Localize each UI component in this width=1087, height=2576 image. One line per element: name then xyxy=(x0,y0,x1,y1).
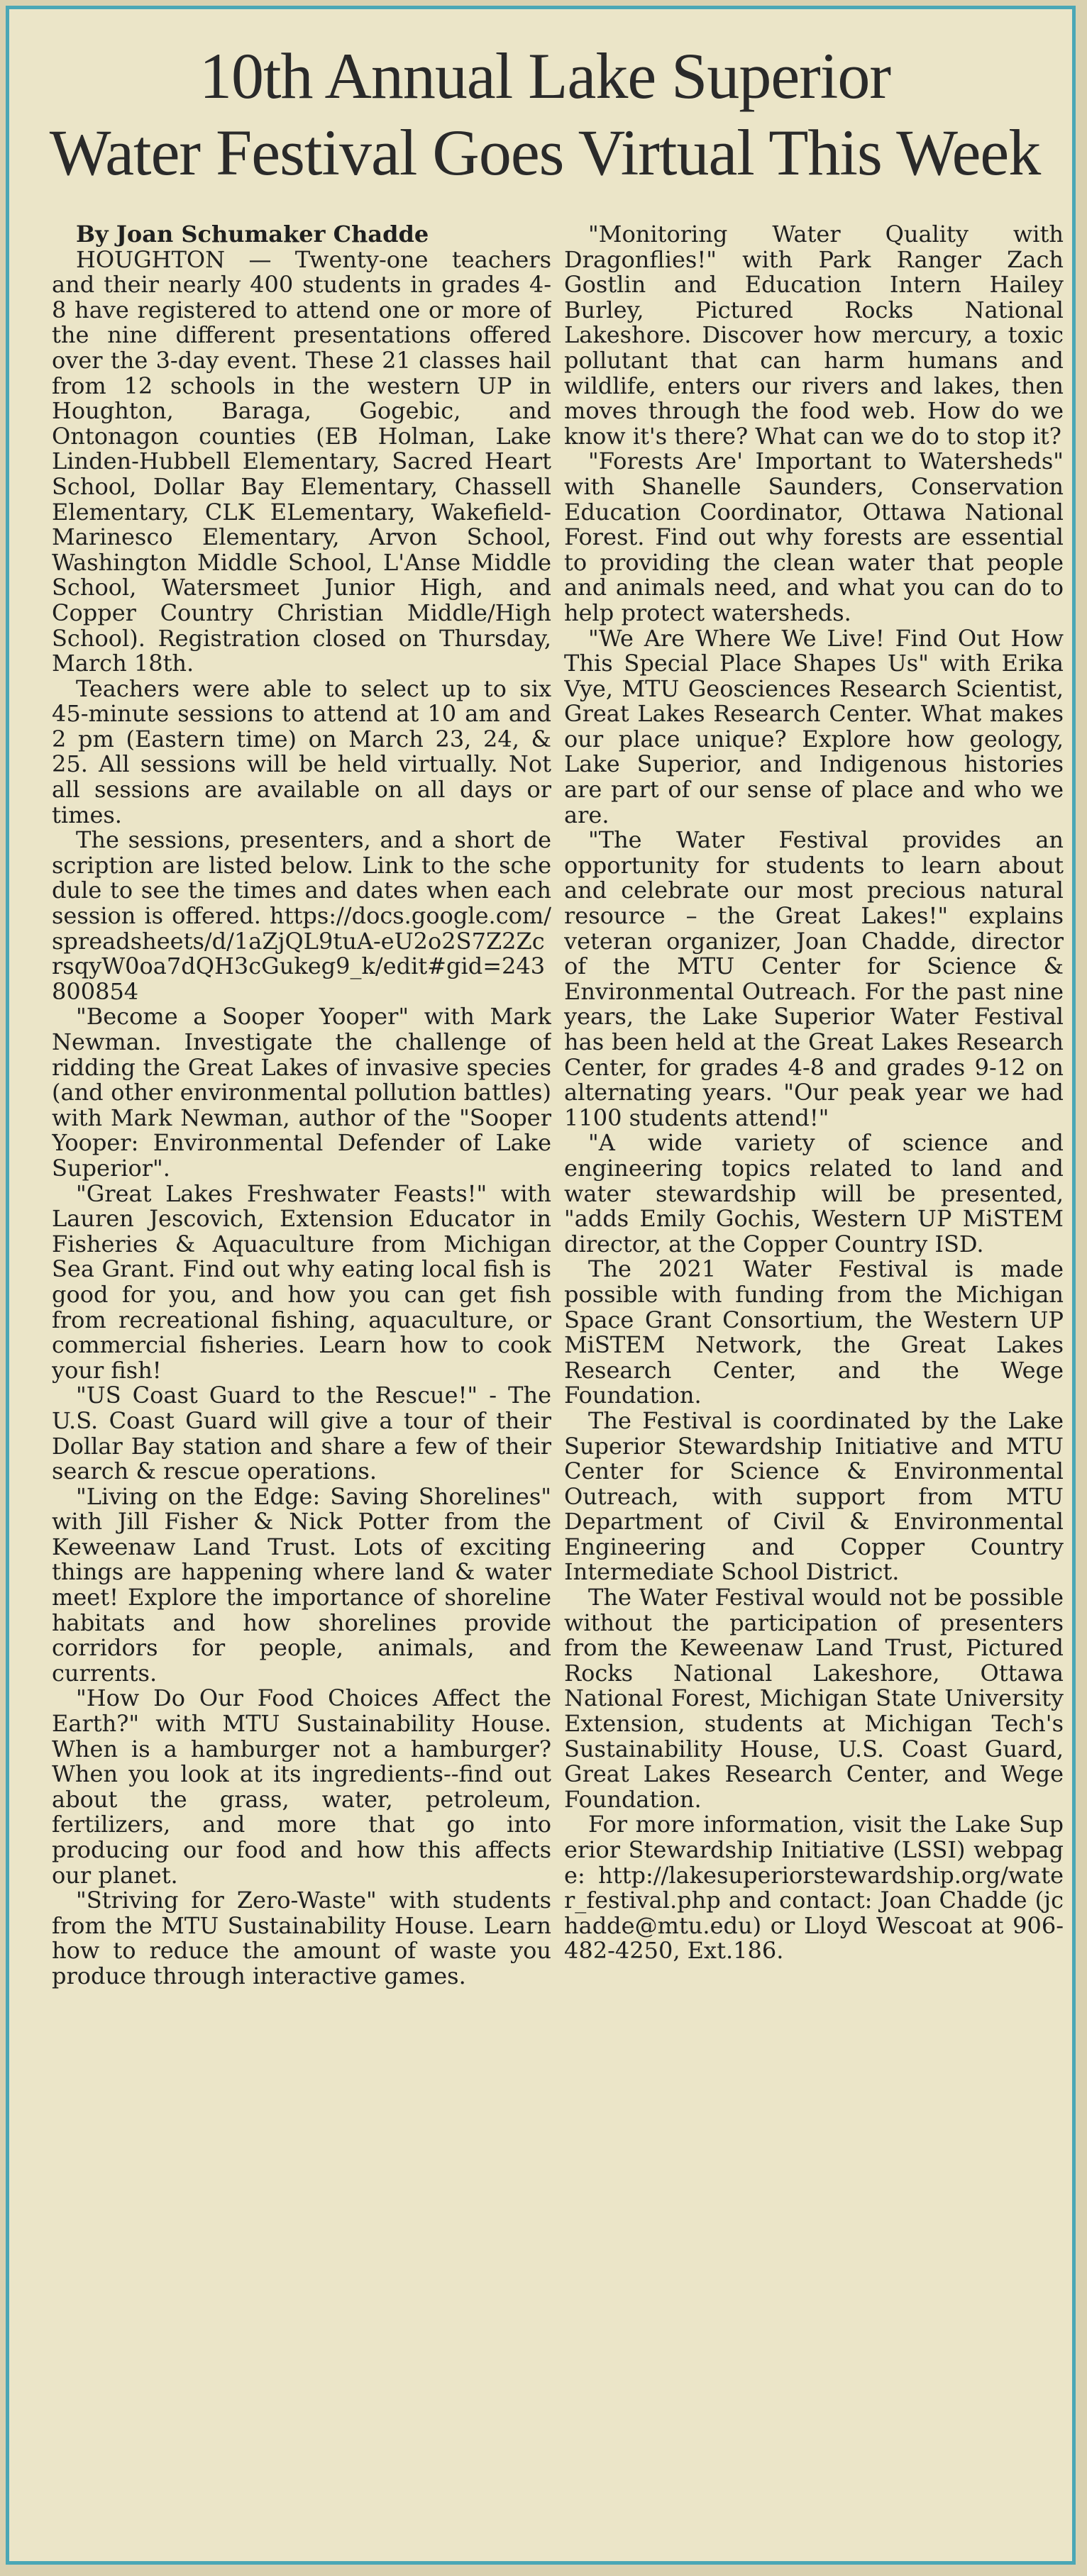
paragraph-sessions-times: Teachers were able to select up to six 45-minute sessions to attend at 10 am and 2 pm (Eastern time) on March 23, 24, & 25. All sessions will be held virtually. Not all sessions are available on all days or times. xyxy=(52,674,551,828)
paragraph-forests: "Forests Are' Important to Watersheds" with Shanelle Saunders, Conservation Education Coordinator, Ottawa National Forest. Find out why forests are essential to providing the clean water that people and animals need, and what you can do to help protect watersheds. xyxy=(564,448,1064,626)
paragraph-intro: HOUGHTON — Twenty-one teachers and their nearly 400 students in grades 4-8 have registered to attend one or more of the nine different presentations offered over the 3-day event. These 21 classes hail from 12 schools in the western UP in Houghton, Baraga, Gogebic, and Ontonagon counties (EB Holman, Lake Linden-Hubbell Elementary, Sacred Heart School, Dollar Bay Elementary, Chassell Elementary, CLK ELementary, Wakefield-Marinesco Elementary, Arvon School, Washington Middle School, L'Anse Middle School, Watersmeet Junior High, and Copper Country Christian Middle/High School). Registration closed on Thursday, March 18th. xyxy=(52,245,551,677)
paragraph-living-on-edge: "Living on the Edge: Saving Shorelines" with Jill Fisher & Nick Potter from the Keweenaw Land Trust. Lots of exciting things are happening where land & water meet! Explore the importance of shoreline habitats and how shorelines provide corridors for people, animals, and currents. xyxy=(52,1482,551,1687)
paragraph-coordination: The Festival is coordinated by the Lake Superior Stewardship Initiative and MTU Center for Science & Environmental Outreach, with support from MTU Department of Civil & Environmental Engineering and Copper Country Intermediate School District. xyxy=(564,1406,1064,1586)
paragraph-contact: For more information, visit the Lake Superior Stewardship Initiative (LSSI) webpage: http://lakesuperiorstewardship.org/water_festival.php and contact: Joan Chadde (jchadde@mtu.edu) or Lloyd Wescoat at 906-482-4250, Ext.186. xyxy=(564,1811,1064,1965)
paragraph-dragonflies: "Monitoring Water Quality with Dragonflies!" with Park Ranger Zach Gostlin and Education Intern Hailey Burley, Pictured Rocks National Lakeshore. Discover how mercury, a toxic pollutant that can harm humans and wildlife, enters our rivers and lakes, then moves through the food web. How do we know it's there? What can we do to stop it? xyxy=(564,222,1064,450)
paragraph-sooper-yooper: "Become a Sooper Yooper" with Mark Newman. Investigate the challenge of ridding the Great Lakes of invasive species (and other environmental pollution battles) with Mark Newman, author of the "Sooper Yooper: Environmental Defender of Lake Superior". xyxy=(52,1003,551,1182)
paragraph-food-choices: "How Do Our Food Choices Affect the Earth?" with MTU Sustainability House. When is a hamburger not a hamburger? When you look at its ingredients--find out about the grass, water, petroleum, fertilizers, and more that go into producing our food and how this affects our planet. xyxy=(52,1684,551,1889)
paragraph-variety: "A wide variety of science and engineering topics related to land and water stewardship will be presented, "adds Emily Gochis, Western UP MiSTEM director, at the Copper Country ISD. xyxy=(564,1129,1064,1258)
left-column xyxy=(52,222,551,2555)
paragraph-zero-waste: "Striving for Zero-Waste" with students from the MTU Sustainability House. Learn how to reduce the amount of waste you produce through interactive games. xyxy=(52,1887,551,1989)
right-column xyxy=(564,222,1064,2555)
headline-line-2: Water Festival Goes Virtual This Week xyxy=(49,116,1041,189)
paragraph-coast-guard: "US Coast Guard to the Rescue!" - The U.S. Coast Guard will give a tour of their Dollar Bay station and share a few of their search & rescue operations. xyxy=(52,1382,551,1485)
paragraph-funding: The 2021 Water Festival is made possible with funding from the Michigan Space Grant Consortium, the Western UP MiSTEM Network, the Great Lakes Research Center, and the Wege Foundation. xyxy=(564,1255,1064,1409)
paragraph-freshwater-feasts: "Great Lakes Freshwater Feasts!" with Lauren Jescovich, Extension Educator in Fisheries & Aquaculture from Michigan Sea Grant. Find out why eating local fish is good for you, and how you can get fish from recreational fishing, aquaculture, or commercial fisheries. Learn how to cook your fish! xyxy=(52,1179,551,1384)
byline: By Joan Schumaker Chadde xyxy=(76,222,429,248)
paragraph-festival-quote: "The Water Festival provides an opportunity for students to learn about and celebrate our most precious natural resource – the Great Lakes!" explains veteran organizer, Joan Chadde, director of the MTU Center for Science & Environmental Outreach. For the past nine years, the Lake Superior Water Festival has been held at the Great Lakes Research Center, for grades 4-8 and grades 9-12 on alternating years. "Our peak year we had 1100 students attend!" xyxy=(564,826,1064,1131)
headline-line-1: 10th Annual Lake Superior xyxy=(199,40,891,112)
paragraph-where-we-live: "We Are Where We Live! Find Out How This Special Place Shapes Us" with Erika Vye, MTU Geosciences Research Scientist, Great Lakes Research Center. What makes our place unique? Explore how geology, Lake Superior, and Indigenous histories are part of our sense of place and who we are. xyxy=(564,624,1064,828)
paragraph-schedule-link: The sessions, presenters, and a short description are listed below. Link to the schedule to see the times and dates when each session is offered. https://docs.google.com/spreadsheets/d/1aZjQL9tuA-eU2o2S7Z2ZcrsqyW0oa7dQH3cGukeg9_k/edit#gid=243800854 xyxy=(52,826,551,1005)
paragraph-participation: The Water Festival would not be possible without the participation of presenters from the Keweenaw Land Trust, Pictured Rocks National Lakeshore, Ottawa National Forest, Michigan State University Extension, students at Michigan Tech's Sustainability House, U.S. Coast Guard, Great Lakes Research Center, and Wege Foundation. xyxy=(564,1584,1064,1813)
article-frame xyxy=(6,6,1076,2565)
headline xyxy=(23,38,1066,191)
